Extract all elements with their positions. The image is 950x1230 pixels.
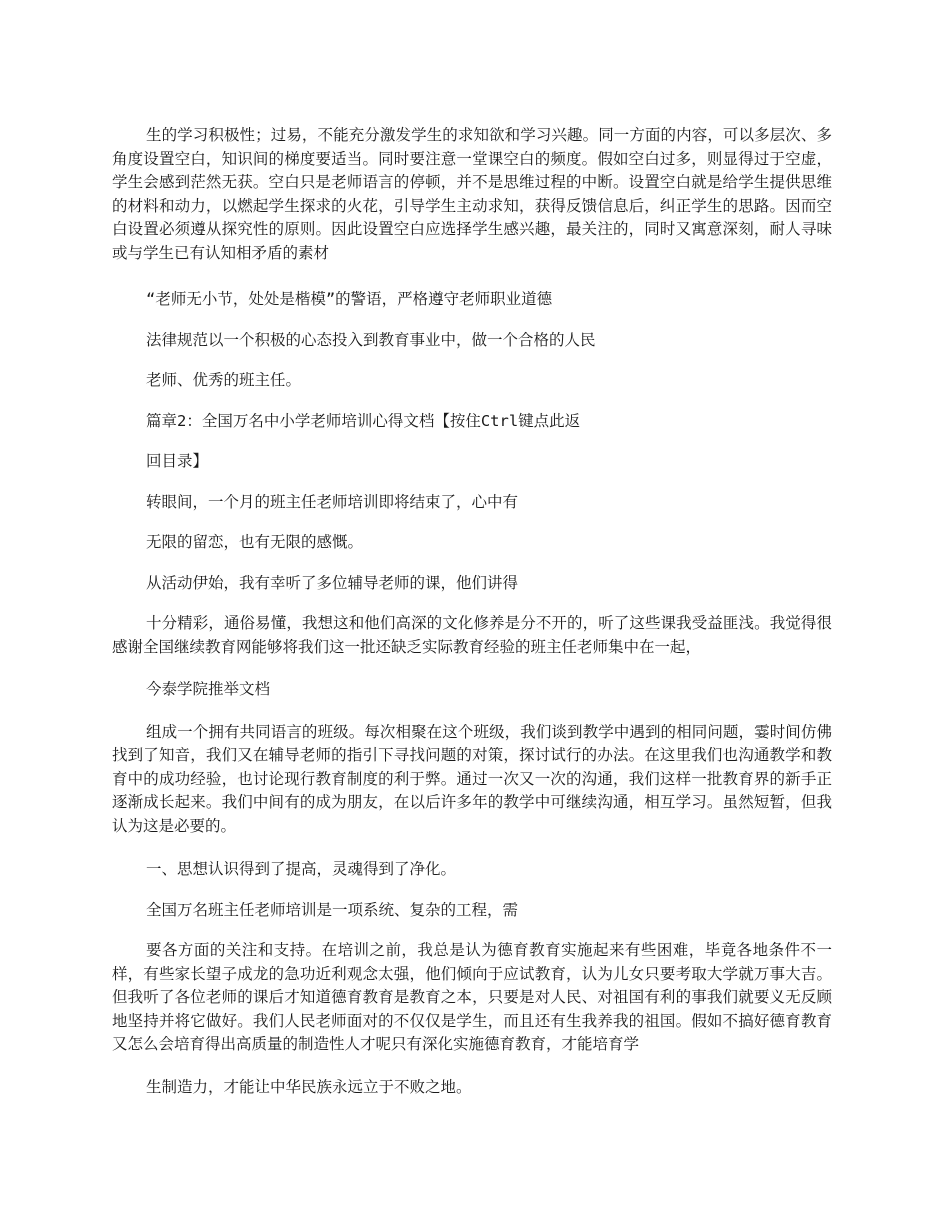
paragraph-teacher-motto: “老师无小节，处处是楷模”的警语，严格遵守老师职业道德 [146, 290, 553, 308]
section-heading-1: 一、思想认识得到了提高，灵魂得到了净化。 [146, 860, 457, 878]
paragraph-class-community: 组成一个拥有共同语言的班级。每次相聚在这个班级，我们谈到教学中遇到的相同问题，霎时间仿佛找到了知音，我们又在辅导老师的指引下寻找问题的对策，探讨试行的办法。在这里我们也沟通教学和教育中的成功经验，也讨论现行教育制度的利于弊。通过一次又一次的沟通，我们这样一批教育界的新手正逐渐成长起来。我们中间有的成为朋友，在以后许多年的教学中可继续沟通，相互学习。虽然短暂，但我认为这是必要的。 [112, 722, 832, 835]
paragraph-blank-setting: 生的学习积极性；过易，不能充分激发学生的求知欲和学习兴趣。同一方面的内容，可以多层次、多角度设置空白，知识间的梯度要适当。同时要注意一堂课空白的频度。假如空白过多，则显得过于空虚，学生会感到茫然无获。空白只是老师语言的停顿，并不是思维过程的中断。设置空白就是给学生提供思维的材料和动力，以燃起学生探求的火花，引导学生主动求知，获得反馈信息后，纠正学生的思路。因而空白设置必须遵从探究性的原则。因此设置空白应选择学生感兴趣，最关注的，同时又寓意深刻，耐人寻味或与学生已有认知相矛盾的素材 [112, 126, 832, 262]
chapter-2-heading: 篇章2：全国万名中小学老师培训心得文档【按住Ctrl键点此返 [146, 411, 581, 430]
paragraph-training-ending: 转眼间，一个月的班主任老师培训即将结束了，心中有 [146, 492, 519, 511]
paragraph-moral-education: 要各方面的关注和支持。在培训之前，我总是认为德育教育实施起来有些困难，毕竟各地条件不一样，有些家长望子成龙的急功近利观念太强，他们倾向于应试教育，认为儿女只要考取大学就万事大吉。但我听了各位老师的课后才知道德育教育是教育之本，只要是对人民、对祖国有利的事我们就要义无反顾地坚持并将它做好。我们人民老师面对的不仅仅是学生，而且还有生我养我的祖国。假如不搞好德育教育又怎么会培育得出高质量的制造性人才呢只有深化实施德育教育，才能培育学 [112, 941, 832, 1053]
paragraph-activity-start: 从活动伊始，我有幸听了多位辅导老师的课，他们讲得 [146, 573, 519, 592]
paragraph-nostalgia: 无限的留恋，也有无限的感慨。 [146, 533, 364, 551]
back-to-toc-link[interactable]: 回目录】 [146, 452, 209, 470]
document-page [112, 124, 832, 1099]
paragraph-creativity: 生制造力，才能让中华民族永远立于不败之地。 [146, 1077, 472, 1096]
paragraph-source-note: 今泰学院推举文档 [146, 680, 271, 698]
paragraph-legal-norms: 法律规范以一个积极的心态投入到教育事业中，做一个合格的人民 [146, 330, 596, 349]
paragraph-training-project: 全国万名班主任老师培训是一项系统、复杂的工程，需 [146, 900, 519, 919]
paragraph-lectures: 十分精彩，通俗易懂，我想这和他们高深的文化修养是分不开的，听了这些课我受益匪浅。我觉得很感谢全国继续教育网能够将我们这一批还缺乏实际教育经验的班主任老师集中在一起， [112, 614, 832, 656]
paragraph-excellent-teacher: 老师、优秀的班主任。 [146, 371, 302, 389]
